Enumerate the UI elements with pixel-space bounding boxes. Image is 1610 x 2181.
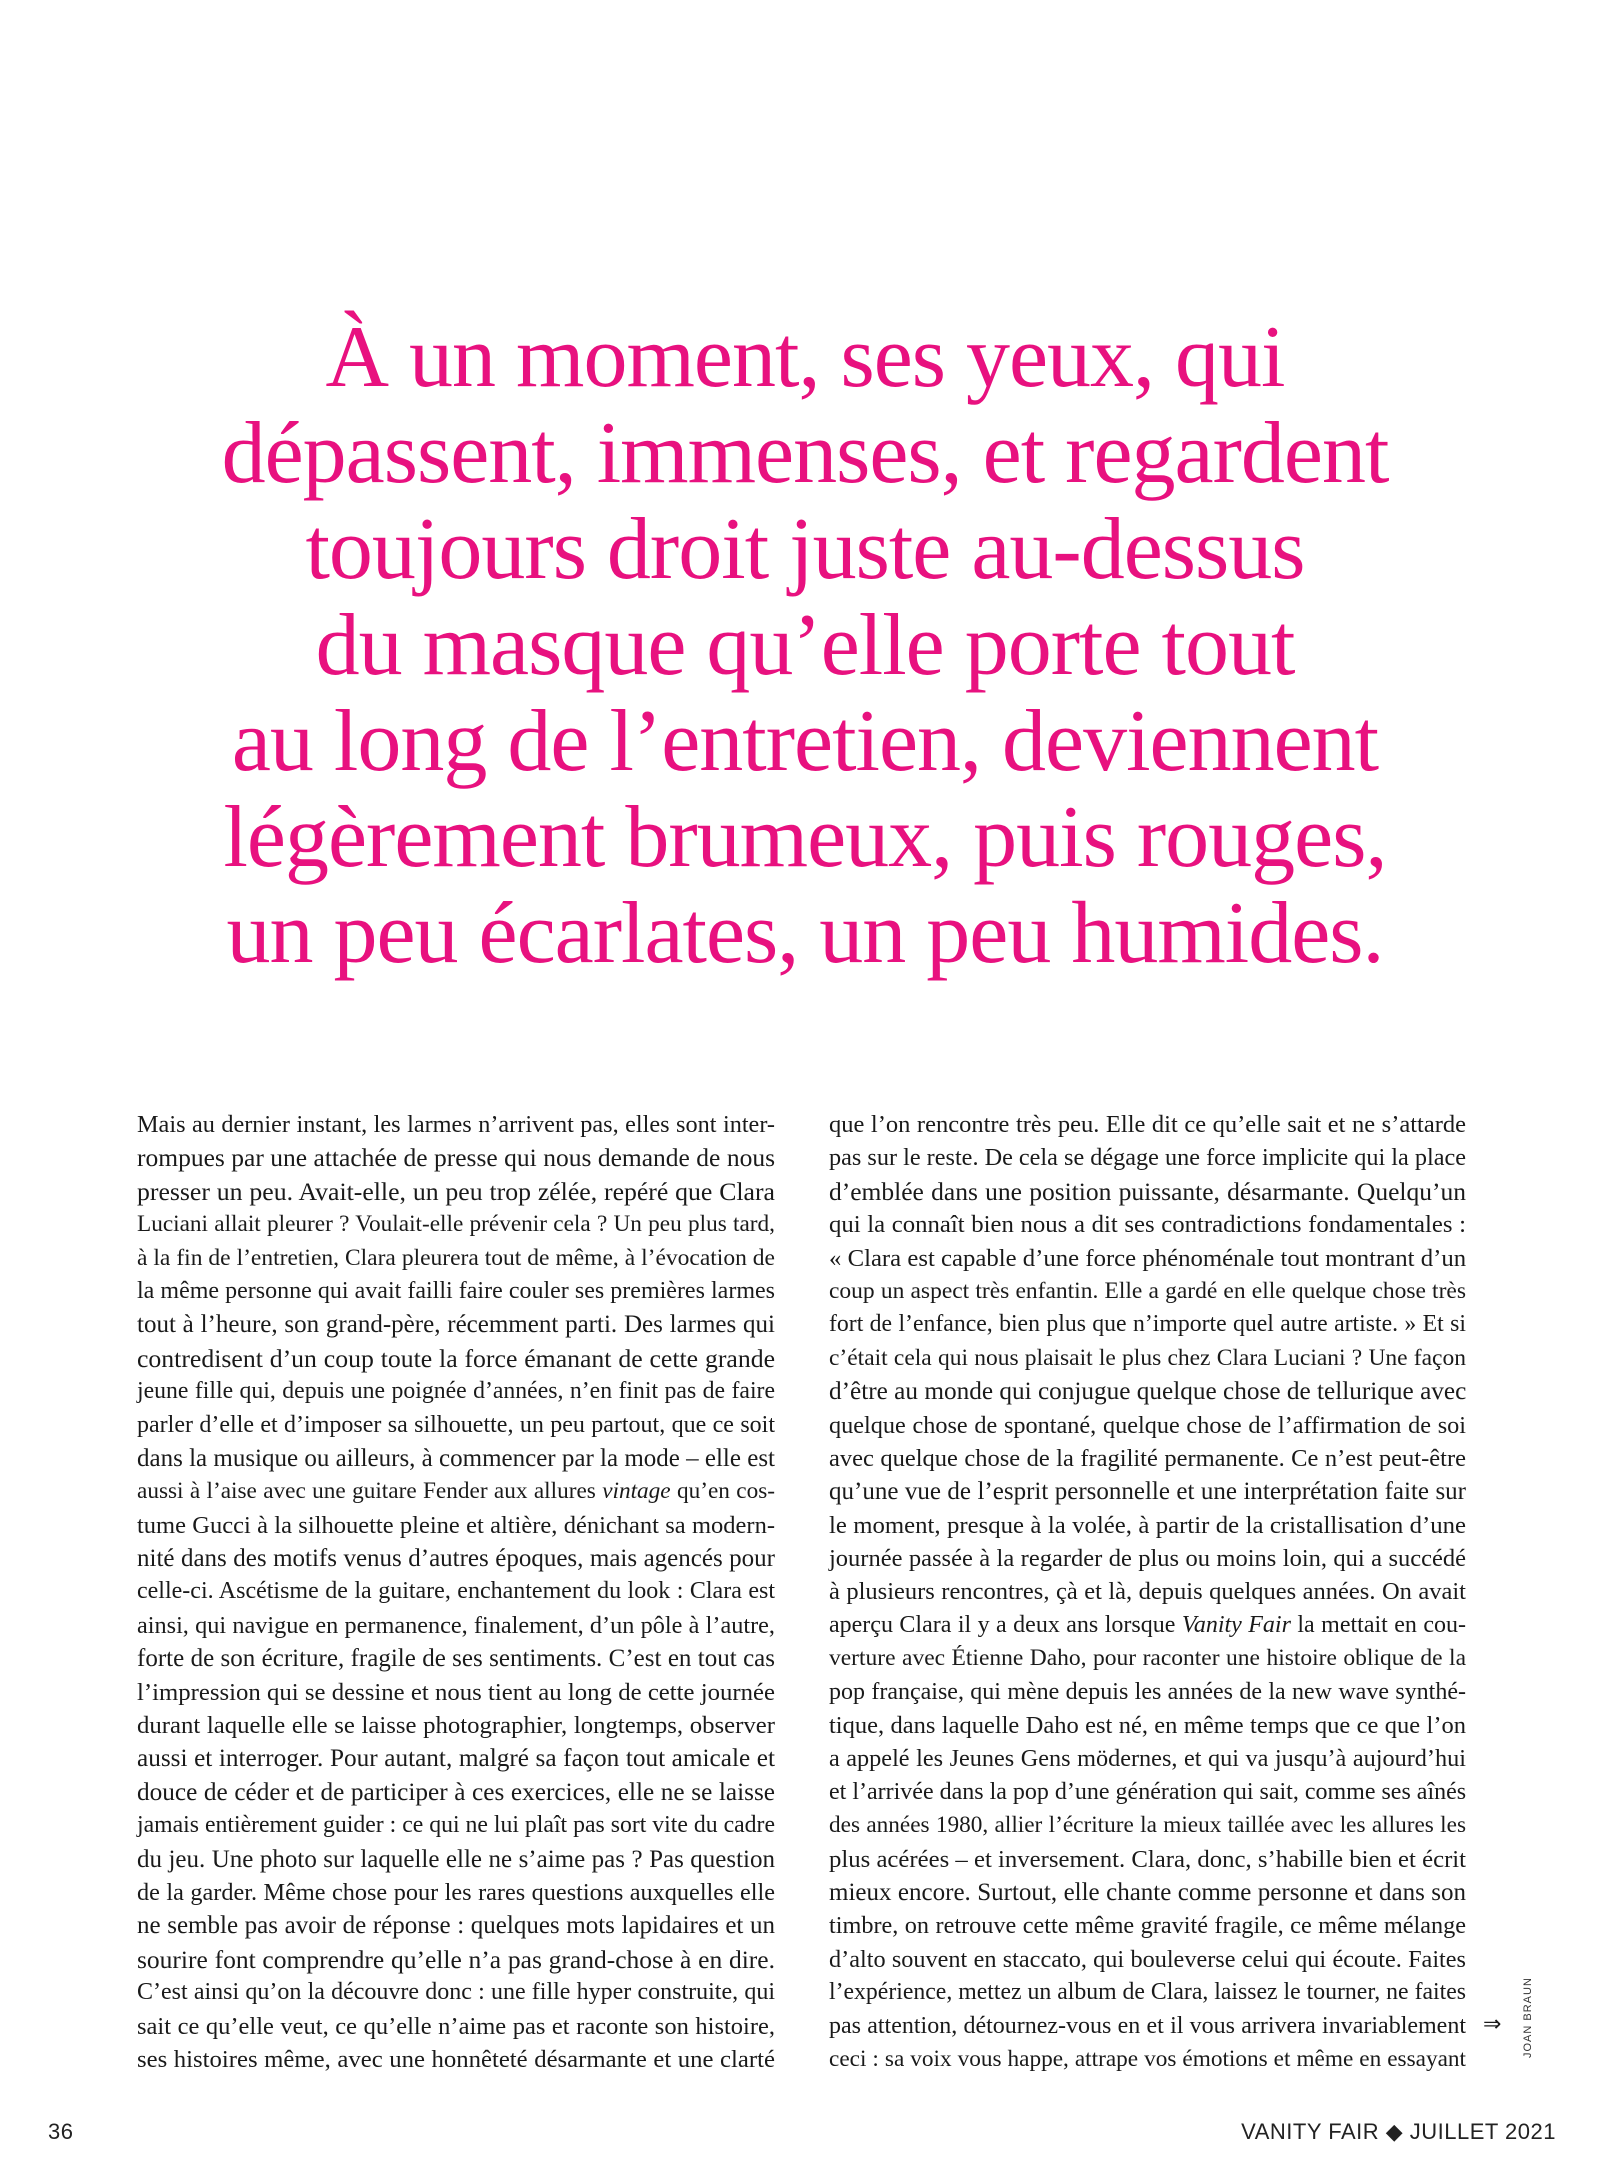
body-text-line: avec quelque chose de la fragilité permanente. Ce n’est peut-être <box>829 1444 1466 1472</box>
body-text-line: à plusieurs rencontres, çà et là, depuis quelques années. On avait <box>829 1578 1466 1606</box>
body-text-line: d’alto souvent en staccato, qui bouleverse celui qui écoute. Faites <box>829 1945 1466 1973</box>
body-text-line: sourire font comprendre qu’elle n’a pas grand-chose à en dire. <box>137 1944 775 1974</box>
body-text-line: verture avec Étienne Daho, pour raconter une histoire oblique de la <box>829 1645 1466 1672</box>
body-text-line: sait ce qu’elle veut, ce qu’elle n’aime pas et raconte son histoire, <box>137 2012 775 2040</box>
pull-quote-line: un peu écarlates, un peu humides. <box>226 885 1384 982</box>
body-text-line: Luciani allait pleurer ? Voulait-elle prévenir cela ? Un peu plus tard, <box>137 1211 775 1238</box>
body-text-line: pas sur le reste. De cela se dégage une force implicite qui la place <box>829 1144 1466 1172</box>
body-text-line: C’est ainsi qu’on la découvre donc : une fille hyper construite, qui <box>137 1979 775 2006</box>
continue-arrow-icon: ⇒ <box>1483 2012 1502 2037</box>
body-text-line: parler d’elle et d’imposer sa silhouette, un peu partout, que ce soit <box>137 1411 775 1438</box>
body-text-line: rompues par une attachée de presse qui nous demande de nous <box>137 1143 775 1173</box>
publication-footer: VANITY FAIR ◆ JUILLET 2021 <box>1241 2119 1556 2144</box>
pull-quote-line: toujours droit juste au-dessus <box>305 501 1305 598</box>
pull-quote-line: À un moment, ses yeux, qui <box>325 309 1285 406</box>
body-text-line: plus acérées – et inversement. Clara, donc, s’habille bien et écrit <box>829 1845 1467 1873</box>
body-text-line: ceci : sa voix vous happe, attrape vos émotions et même en essayant <box>829 2045 1466 2072</box>
body-column-left <box>137 1108 775 2076</box>
body-text-line: nité dans des motifs venus d’autres époques, mais agencés pour <box>137 1545 775 1573</box>
body-text-line: ne semble pas avoir de réponse : quelques mots lapidaires et un <box>137 1912 775 1940</box>
body-text-line: contredisent d’un coup toute la force émanant de cette grande <box>137 1343 775 1373</box>
body-text-line: douce de céder et de participer à ces exercices, elle ne se laisse <box>137 1777 775 1806</box>
body-text-line: qu’une vue de l’esprit personnelle et une interprétation faite sur <box>829 1478 1466 1506</box>
body-column-right <box>829 1108 1466 2076</box>
body-text-line: des années 1980, allier l’écriture la mieux taillée avec les allures les <box>829 1812 1466 1839</box>
body-text-line: du jeu. Une photo sur laquelle elle ne s’aime pas ? Pas question <box>137 1845 775 1873</box>
body-text-line: forte de son écriture, fragile de ses sentiments. C’est en tout cas <box>137 1645 775 1673</box>
body-text-line: de la garder. Même chose pour les rares questions auxquelles elle <box>137 1878 775 1906</box>
body-text-line: l’expérience, mettez un album de Clara, laissez le tourner, ne faites <box>829 1979 1466 2006</box>
body-text-line: quelque chose de spontané, quelque chose de l’affirmation de soi <box>829 1411 1466 1439</box>
body-text-line: le moment, presque à la volée, à partir de la cristallisation d’une <box>829 1511 1466 1539</box>
body-text-line: d’emblée dans une position puissante, désarmante. Quelqu’un <box>829 1176 1466 1206</box>
body-text-line: d’être au monde qui conjugue quelque chose de tellurique avec <box>829 1377 1467 1406</box>
pull-quote <box>110 310 1500 982</box>
body-text-line: fort de l’enfance, bien plus que n’importe quel autre artiste. » Et si <box>829 1311 1466 1338</box>
body-text-line: journée passée à la regarder de plus ou moins loin, qui a succédé <box>829 1545 1466 1573</box>
page-number: 36 <box>48 2119 74 2144</box>
body-text-line: tume Gucci à la silhouette pleine et altière, dénichant sa modern- <box>137 1511 775 1539</box>
body-text-line: tique, dans laquelle Daho est né, en même temps que ce que l’on <box>829 1712 1466 1740</box>
body-text-line: la même personne qui avait failli faire couler ses premières larmes <box>137 1277 775 1304</box>
photo-credit: JOAN BRAUN <box>1522 1977 1534 2058</box>
body-text-line: ses histoires même, avec une honnêteté désarmante et une clarté <box>137 2045 775 2073</box>
body-text-line: et l’arrivée dans la pop d’une génération qui sait, comme ses aînés <box>829 1778 1467 1805</box>
pull-quote-line: du masque qu’elle porte tout <box>315 597 1295 694</box>
body-text-line: l’impression qui se dessine et nous tient au long de cette journée <box>137 1678 775 1706</box>
body-text-line: mieux encore. Surtout, elle chante comme personne et dans son <box>829 1878 1466 1906</box>
body-text-line: celle-ci. Ascétisme de la guitare, enchantement du look : Clara est <box>137 1578 775 1605</box>
body-text-line: aperçu Clara il y a deux ans lorsque Vanity Fair la mettait en cou- <box>829 1611 1467 1638</box>
body-text-line: Mais au dernier instant, les larmes n’arrivent pas, elles sont inter- <box>137 1111 775 1138</box>
body-text-line: pas attention, détournez-vous en et il vous arrivera invariablement <box>829 2012 1466 2039</box>
body-text-line: aussi et interroger. Pour autant, malgré sa façon tout amicale et <box>137 1744 775 1773</box>
body-text-line: a appelé les Jeunes Gens mödernes, et qui va jusqu’à aujourd’hui <box>829 1745 1466 1773</box>
body-text-line: pop française, qui mène depuis les années de la new wave synthé- <box>829 1678 1466 1705</box>
body-text-line: à la fin de l’entretien, Clara pleurera tout de même, à l’évocation de <box>137 1244 775 1271</box>
pull-quote-line: au long de l’entretien, deviennent <box>231 693 1379 790</box>
pull-quote-line: dépassent, immenses, et regardent <box>221 405 1389 502</box>
body-text-line: timbre, on retrouve cette même gravité fragile, ce même mélange <box>829 1912 1466 1940</box>
body-text-line: aussi à l’aise avec une guitare Fender aux allures vintage qu’en cos- <box>137 1478 776 1505</box>
body-text-line: dans la musique ou ailleurs, à commencer par la mode – elle est <box>137 1444 775 1472</box>
pull-quote-line: légèrement brumeux, puis rouges, <box>223 789 1387 886</box>
body-text-line: ainsi, qui navigue en permanence, finalement, d’un pôle à l’autre, <box>137 1611 775 1639</box>
body-text-line: durant laquelle elle se laisse photographier, longtemps, observer <box>137 1712 775 1740</box>
body-text-line: que l’on rencontre très peu. Elle dit ce qu’elle sait et ne s’attarde <box>829 1111 1466 1138</box>
body-text-line: jeune fille qui, depuis une poignée d’années, n’en finit pas de faire <box>137 1378 775 1405</box>
body-text-line: tout à l’heure, son grand-père, récemment parti. Des larmes qui <box>137 1311 775 1339</box>
body-text-line: « Clara est capable d’une force phénoménale tout montrant d’un <box>829 1244 1467 1272</box>
body-text-line: jamais entièrement guider : ce qui ne lui plaît pas sort vite du cadre <box>137 1812 775 1839</box>
body-text-line: presser un peu. Avait-elle, un peu trop zélée, repéré que Clara <box>137 1176 775 1206</box>
body-text-line: coup un aspect très enfantin. Elle a gardé en elle quelque chose très <box>829 1277 1466 1304</box>
body-text-line: c’était cela qui nous plaisait le plus chez Clara Luciani ? Une façon <box>829 1344 1466 1371</box>
body-text-line: qui la connaît bien nous a dit ses contradictions fondamentales : <box>829 1211 1466 1239</box>
